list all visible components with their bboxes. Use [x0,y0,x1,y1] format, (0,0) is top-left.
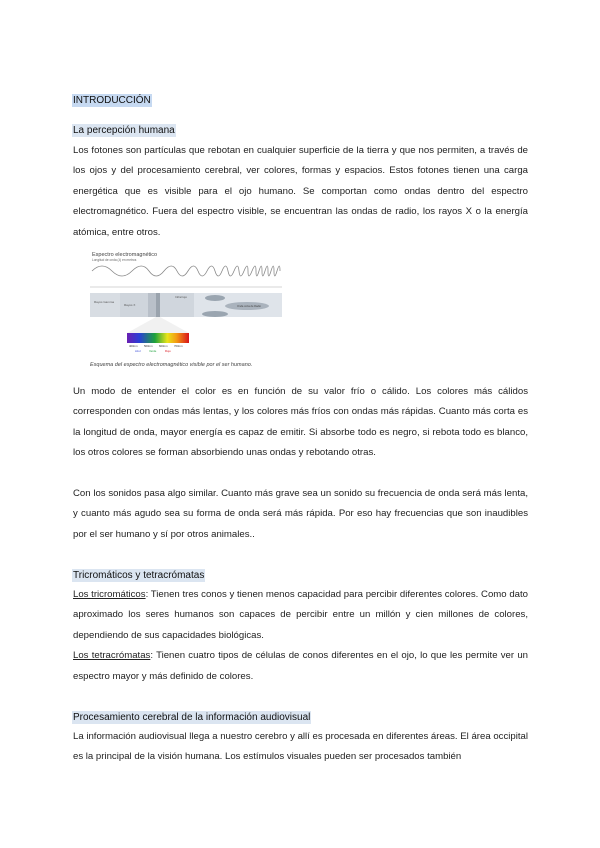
paragraph-sonidos-text: Con los sonidos pasa algo similar. Cuanto más grave sea un sonido su frecuencia de onda será más lenta, y cuanto más agudo sea su forma de onda será más rápida. Por eso hay frecuencias que son inaudibles por el ser humano y sí por otros animales.. [73,488,528,540]
band-label-gamma: Rayos Gamma [94,300,115,304]
radio-ellipse-1 [205,295,225,301]
term-tricromaticos: Los tricromáticos [73,589,146,600]
subsection-title-percepcion: La percepción humana [73,125,175,136]
subsection-title-tricromaticos: Tricromáticos y tetracrómatas [73,570,205,581]
paragraph-tricromaticos [73,585,528,687]
paragraph-tetracromatas-text [73,646,528,687]
color-label-rojo: Rojo [165,349,171,353]
section-title-introduccion: INTRODUCCIÓN [73,95,151,106]
paragraph-color [73,382,528,464]
figure-subtitle: Longitud de onda (λ) en metros [92,258,137,262]
tetracromatas-definition: : Tienen cuatro tipos de células de conos diferentes en el ojo, lo que les permite ver un espectro mayor y más definido de colores. [73,650,528,682]
paragraph-fotones [73,141,528,243]
band-label-x: Rayos X [124,303,136,307]
radio-ellipse-3 [202,311,228,317]
figure-caption: Esquema del espectro electromagnético visible por el ser humano. [90,362,253,368]
paragraph-color-text: Un modo de entender el color es en función de su valor frío o cálido. Los colores más cálidos corresponden con ondas más lentas, y los colores más fríos con ondas más rápidas. Cuanto más corta es la longitud de onda, mayor energía es capaz de emitir. Si absorbe todo es negro, si rebota todo es blanco, los otros colores se forman absorbiendo unas ondas y rebotando otras. [73,386,528,459]
paragraph-procesamiento-text: La información audiovisual llega a nuestro cerebro y allí es procesada en diferentes áreas. El área occipital es la principal de la visión humana. Los estímulos visuales pueden ser procesados también [73,731,528,763]
paragraph-fotones-text: Los fotones son partículas que rebotan en cualquier superficie de la tierra y que nos permiten, a través de los ojos y del procesamiento cerebral, ver colores, formas y espacios. Estos fotones tienen una carga energética que es visible para el ojo humano. Se comportan como ondas dentro del espectro electromagnético. Fuera del espectro visible, se encuentran las ondas de radio, los rayos X o la energía atómica, entre otros. [73,145,528,238]
band-label-ir: Infrarrojo [175,295,188,299]
visible-spectrum-bar [127,333,189,343]
wave-line [92,266,280,276]
term-tetracromatas: Los tetracrómatas [73,650,151,662]
figure-title: Espectro electromagnético [92,252,158,258]
band-uv [148,293,156,317]
subsection-title-procesamiento: Procesamiento cerebral de la información audiovisual [73,712,311,723]
wavelength-600: 600nm [159,344,168,348]
color-label-verde: Verde [149,349,157,353]
paragraph-procesamiento [73,727,528,768]
color-label-azul: Azul [135,349,141,353]
spectrum-figure [87,249,287,369]
tricromaticos-definition: : Tienen tres conos y tienen menos capacidad para percibir diferentes colores. Como dato aproximado los seres humanos son capaces de percibir entre un millón y cien millones de colores, dependiendo de sus capacidades biológicas. [73,589,528,641]
band-gamma [90,293,120,317]
wavelength-700: 700nm [174,344,183,348]
spectrum-beam [127,317,189,333]
band-label-radio: Onda corta de Radio [237,305,261,308]
paragraph-tricromaticos-text [73,585,528,646]
wavelength-500: 500nm [144,344,153,348]
paragraph-sonidos [73,484,528,545]
band-visible [156,293,160,317]
wavelength-400: 400nm [129,344,138,348]
